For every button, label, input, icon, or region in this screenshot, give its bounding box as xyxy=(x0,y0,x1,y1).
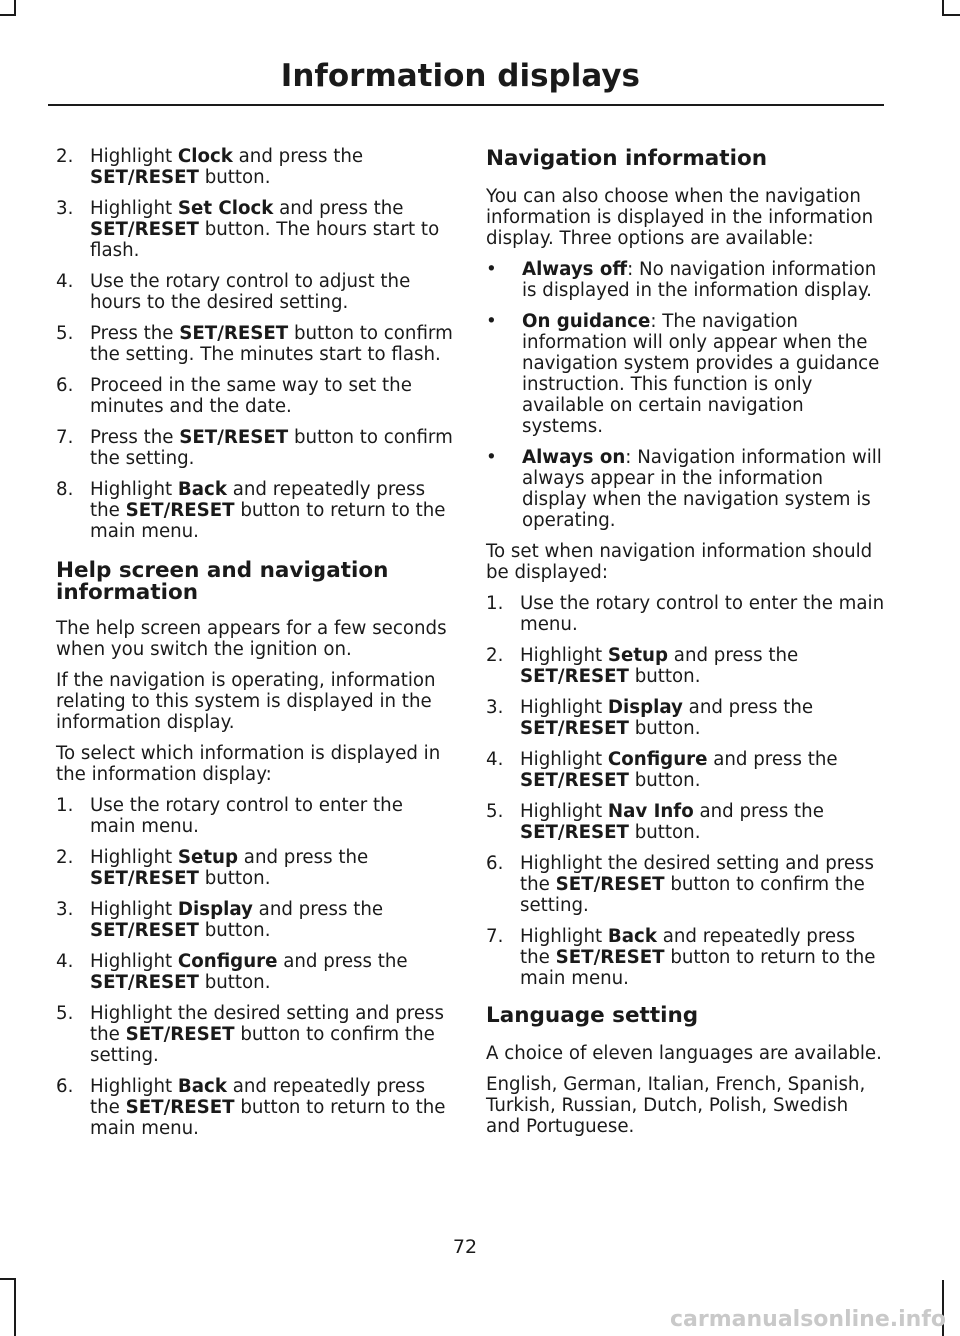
left-column xyxy=(56,146,454,1149)
list-item: 6. Highlight Back and repeatedly press the SET/RESET button to return to the main menu. xyxy=(56,1076,446,1139)
language-setting-heading: Language setting xyxy=(486,1003,699,1028)
list-item: 2. Highlight Clock and press the SET/RESET button. xyxy=(56,146,364,188)
list-item: 5. Press the SET/RESET button to confirm the setting. The minutes start to flash. xyxy=(56,323,453,365)
navigation-information-heading: Navigation information xyxy=(486,146,768,171)
list-item: 7. Highlight Back and repeatedly press the SET/RESET button to return to the main menu. xyxy=(486,926,876,989)
navigation-steps-list xyxy=(486,593,886,989)
list-item: 3. Highlight Set Clock and press the SET/RESET button. The hours start to flash. xyxy=(56,198,440,261)
list-item: 2. Highlight Setup and press the SET/RESET button. xyxy=(486,645,799,687)
crop-mark-bottom-left-v xyxy=(14,1280,16,1336)
page-title: Information displays xyxy=(280,58,640,94)
list-item: 4. Highlight Configure and press the SET/RESET button. xyxy=(486,749,838,791)
paragraph: To set when navigation information should be displayed: xyxy=(486,541,873,583)
paragraph: If the navigation is operating, information relating to this system is displayed in the information display. xyxy=(56,670,436,733)
list-item: 1. Use the rotary control to enter the main menu. xyxy=(486,593,885,635)
list-item: 6. Highlight the desired setting and press the SET/RESET button to confirm the setting. xyxy=(486,853,874,916)
list-item: 7. Press the SET/RESET button to confirm the setting. xyxy=(56,427,453,469)
list-item: 5. Highlight the desired setting and press the SET/RESET button to confirm the setting. xyxy=(56,1003,444,1066)
list-item: 4. Use the rotary control to adjust the hours to the desired setting. xyxy=(56,271,411,313)
page-number: 72 xyxy=(452,1236,478,1258)
paragraph: You can also choose when the navigation information is displayed in the information display. Three options are available: xyxy=(486,186,874,249)
watermark: carmanualsonline.info xyxy=(670,1307,946,1332)
right-column xyxy=(486,146,886,1147)
list-item: 3. Highlight Display and press the SET/RESET button. xyxy=(56,899,384,941)
list-item: 3. Highlight Display and press the SET/RESET button. xyxy=(486,697,814,739)
help-steps-list xyxy=(56,795,454,1139)
list-item: • Always off: No navigation information is displayed in the information display. xyxy=(486,259,877,301)
list-item: • On guidance: The navigation information will only appear when the navigation system provides a guidance instruction. This function is only available on certain navigation systems. xyxy=(486,311,880,437)
crop-mark-top-left-h xyxy=(0,14,16,16)
help-screen-heading: Help screen and navigation information xyxy=(56,558,389,605)
list-item: 2. Highlight Setup and press the SET/RESET button. xyxy=(56,847,369,889)
list-item: 8. Highlight Back and repeatedly press the SET/RESET button to return to the main menu. xyxy=(56,479,446,542)
paragraph: A choice of eleven languages are available. xyxy=(486,1043,882,1064)
crop-mark-bottom-left-h xyxy=(0,1278,16,1280)
navigation-options-list xyxy=(486,259,886,531)
list-item: 1. Use the rotary control to enter the main menu. xyxy=(56,795,403,837)
list-item: 6. Proceed in the same way to set the minutes and the date. xyxy=(56,375,412,417)
header-divider xyxy=(48,104,884,106)
paragraph: The help screen appears for a few seconds when you switch the ignition on. xyxy=(56,618,447,660)
paragraph: English, German, Italian, French, Spanish, Turkish, Russian, Dutch, Polish, Swedish and Portuguese. xyxy=(486,1074,866,1137)
list-item: 5. Highlight Nav Info and press the SET/RESET button. xyxy=(486,801,824,843)
crop-mark-top-right-h xyxy=(944,14,960,16)
paragraph: To select which information is displayed in the information display: xyxy=(56,743,441,785)
list-item: 4. Highlight Configure and press the SET/RESET button. xyxy=(56,951,408,993)
list-item: • Always on: Navigation information will always appear in the information display when the navigation system is operating. xyxy=(486,447,882,531)
clock-steps-list xyxy=(56,146,454,542)
